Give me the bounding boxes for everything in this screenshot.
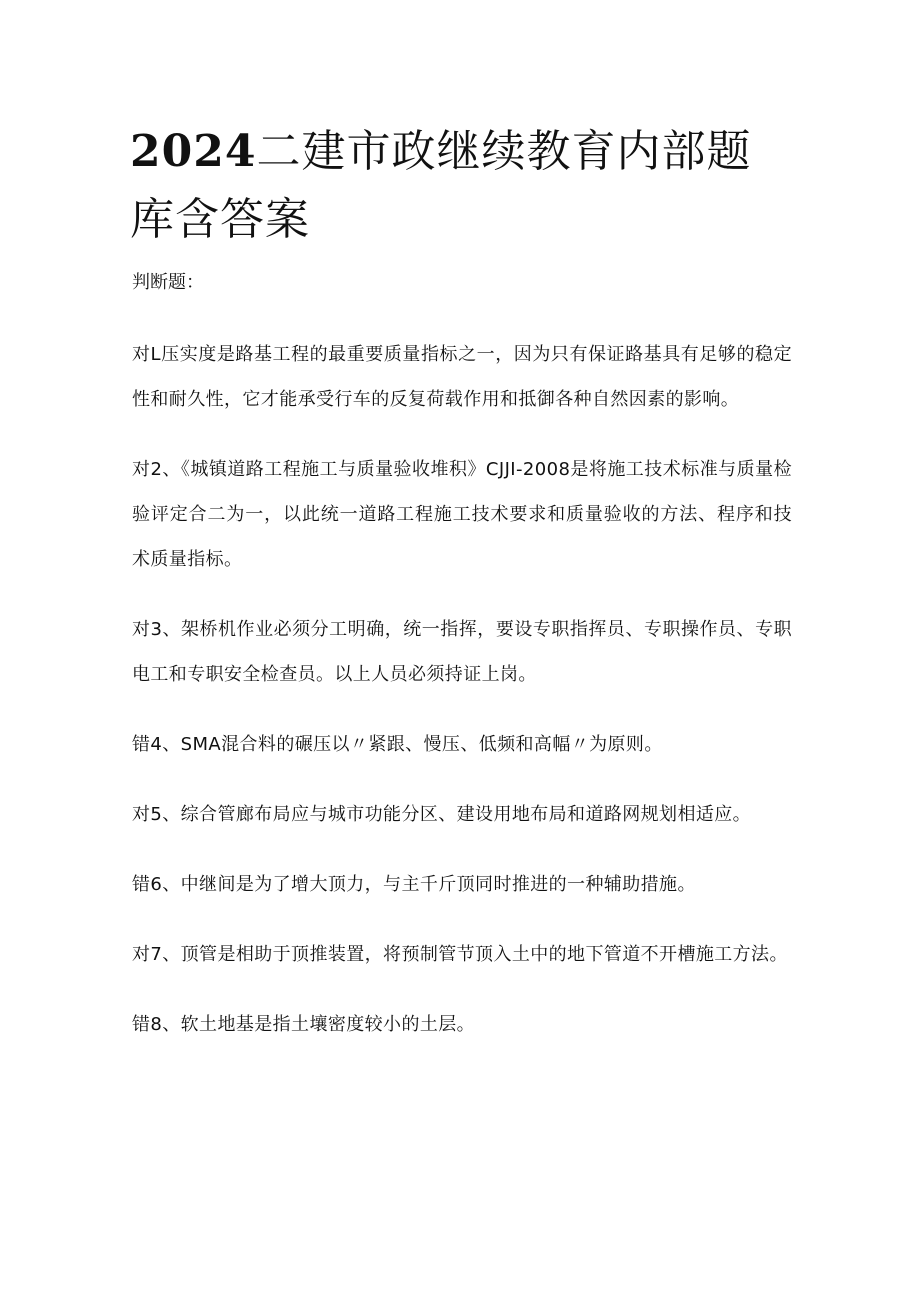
section-label: 判断题： <box>132 272 204 293</box>
question-item: 对L压实度是路基工程的最重要质量指标之一，因为只有保证路基具有足够的稳定性和耐久性，它才能承受行车的反复荷载作用和抵御各种自然因素的影响。 <box>132 344 792 410</box>
page-title <box>130 118 790 254</box>
question-item: 对3、架桥机作业必须分工明确，统一指挥，要设专职指挥员、专职操作员、专职电工和专职安全检查员。以上人员必须持证上岗。 <box>132 619 792 685</box>
title-year: 2024 <box>130 126 257 177</box>
question-item: 对5、综合管廊布局应与城市功能分区、建设用地布局和道路网规划相适应。 <box>132 804 752 825</box>
question-item: 错8、软土地基是指土壤密度较小的土层。 <box>132 1014 476 1035</box>
question-list <box>132 332 792 1072</box>
question-item: 对2、《城镇道路工程施工与质量验收堆积》CJJI-2008是将施工技术标准与质量检验评定合二为一，以此统一道路工程施工技术要求和质量验收的方法、程序和技术质量指标。 <box>132 459 792 570</box>
question-item: 错6、中继间是为了增大顶力，与主千斤顶同时推进的一种辅助措施。 <box>132 874 696 895</box>
question-item: 对7、顶管是相助于顶推装置，将预制管节顶入土中的地下管道不开槽施工方法。 <box>132 944 788 965</box>
title-text: 二建市政继续教育内部题库含答案 <box>130 126 752 245</box>
question-item: 错4、SMA混合料的碾压以〃紧跟、慢压、低频和高幅〃为原则。 <box>132 734 663 755</box>
